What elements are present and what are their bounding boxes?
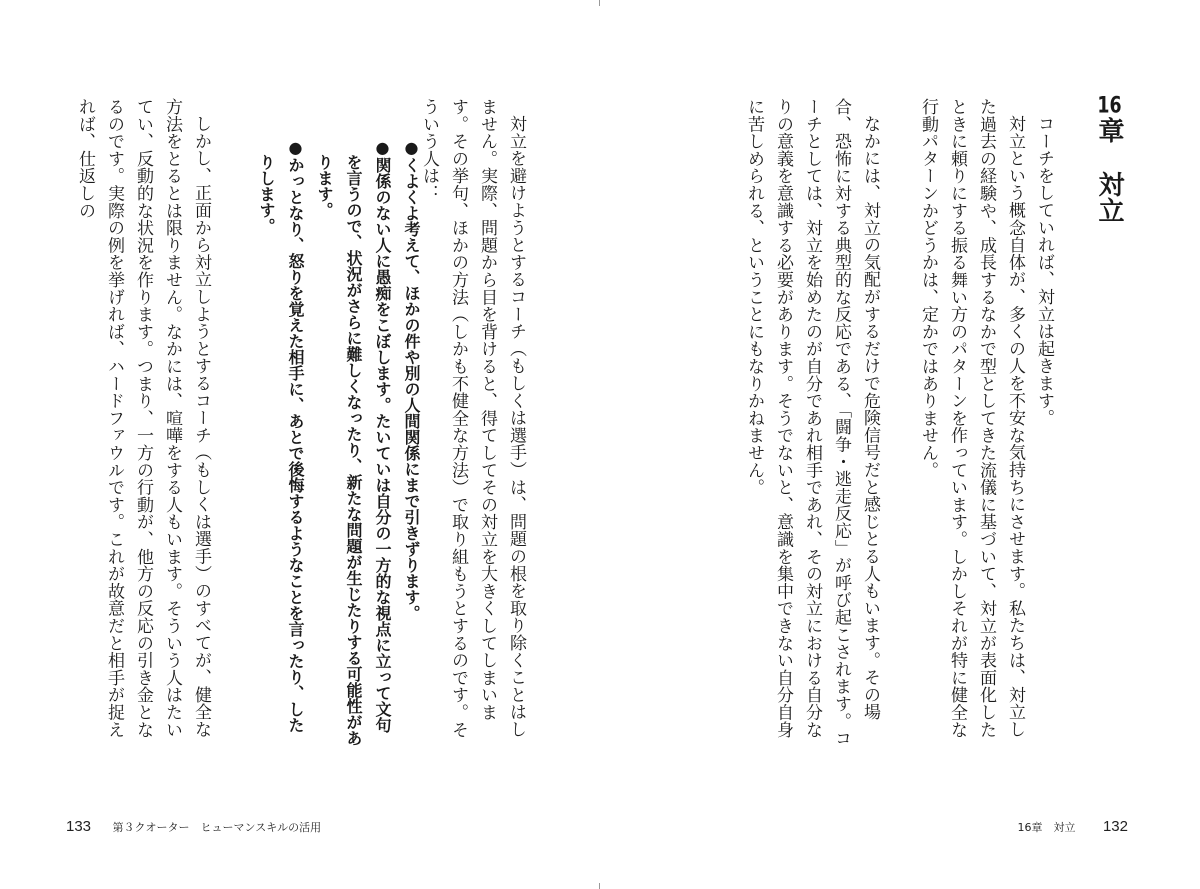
chapter-number: 16 <box>1097 95 1122 117</box>
paragraph: 対立という概念自体が、多くの人を不安な気持ちにさせます。私たちは、対立した過去の経験や、成長するなかで型としてきた流儀に基づいて、対立が表面化したときに頼りにする振る舞い方のパターンを作っています。しかしそれが特に健全な行動パターンかどうかは、定かではありません。 <box>918 98 1025 739</box>
chapter-label: 章 <box>1094 117 1124 143</box>
left-page-footer <box>66 818 321 835</box>
bullet-icon: ● <box>402 138 421 157</box>
paragraph: コーチをしていれば、対立は起きます。 <box>1034 115 1054 427</box>
left-page-paragraph-1 <box>414 98 530 748</box>
bullet-text: かっとなり、怒りを覚えた相手に、あとで後悔するようなことを言ったり、したりします。 <box>257 154 305 733</box>
bullet-text: 関係のない人に愚痴をこぼします。たいていは自分の一方的な視点に立って文句を言うので、状況がさらに難しくなったり、新たな問題が生じたりする可能性があります。 <box>315 154 392 746</box>
chapter-title <box>1092 95 1126 223</box>
bullet-item <box>397 138 426 748</box>
bullet-item <box>252 138 310 748</box>
right-page <box>600 0 1200 889</box>
paragraph: なかには、対立の気配がするだけで危険信号だと感じとる人もいます。その場合、恐怖に対する典型的な反応である、「闘争・逃走反応」が呼び起こされます。コーチとしては、対立を始めたのが自分であれ相手であれ、その対立における自分なりの意義を意識する必要があります。そうでないと、意識を集中できない自分自身に苦しめられる、ということにもなりかねません。 <box>744 98 880 747</box>
page-number: 133 <box>66 818 92 835</box>
right-page-body <box>739 98 1058 748</box>
chapter-heading: 対立 <box>1094 171 1124 223</box>
paragraph: 対立を避けようとするコーチ（もしくは選手）は、問題の根を取り除くことはしません。実際、問題から目を背けると、得てしてその対立を大きくしてしまいます。その挙句、ほかの方法（しかも不健全な方法）で取り組もうとするのです。そういう人は： <box>419 98 526 739</box>
bullet-list <box>252 138 426 748</box>
running-header-section: 第３クオーター ヒューマンスキルの活用 <box>112 821 322 834</box>
bullet-item <box>310 138 397 748</box>
bullet-text: くよくよ考えて、ほかの件や別の人間関係にまで引きずります。 <box>402 157 421 621</box>
running-header-chapter: 16章 対立 <box>1017 821 1076 834</box>
bullet-icon: ● <box>373 138 392 157</box>
bullet-icon: ● <box>286 138 305 157</box>
paragraph: しかし、正面から対立しようとするコーチ（もしくは選手）のすべてが、健全な方法をとるとは限りません。なかには、喧嘩をする人もいます。そういう人はたいてい、反動的な状況を作ります。つまり、一方の行動が、他方の反応の引き金となるのです。実際の例を挙げれば、ハードファウルです。これが故意だと相手が捉えれば、仕返しの <box>75 98 211 739</box>
right-page-footer <box>1017 818 1128 835</box>
left-page-paragraph-2 <box>70 98 215 748</box>
page-number: 132 <box>1102 818 1128 835</box>
